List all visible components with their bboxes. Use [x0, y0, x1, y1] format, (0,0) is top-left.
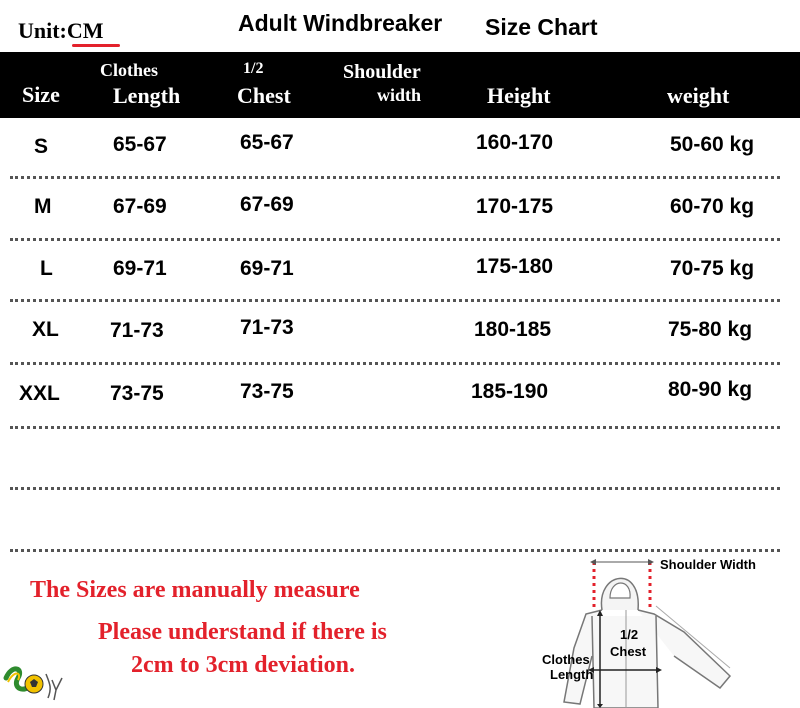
row-s-size: S: [34, 135, 49, 158]
title-part1: Adult Windbreaker: [238, 10, 443, 36]
title-part2: Size Chart: [485, 14, 598, 40]
unit-value: CM: [66, 18, 104, 43]
row-m-size: M: [34, 195, 52, 218]
row-divider: [10, 362, 780, 365]
row-xl-height: 180-185: [474, 318, 552, 341]
header-chest-bottom: Chest: [237, 83, 291, 108]
unit-underline: [72, 44, 120, 47]
row-xxl-length: 73-75: [110, 382, 164, 405]
diagram-shoulder-width: Shoulder Width: [660, 557, 756, 572]
table-header: [0, 52, 800, 118]
header-length-top: Clothes: [100, 60, 158, 80]
row-s-weight: 50-60 kg: [670, 133, 755, 156]
row-xxl-height: 185-190: [471, 380, 549, 403]
row-l-weight: 70-75 kg: [670, 257, 755, 280]
diagram-chest-top: 1/2: [620, 627, 639, 642]
diagram-length-top: Clothes: [542, 652, 590, 667]
header-shoulder-top: Shoulder: [343, 61, 421, 83]
row-m-length: 67-69: [113, 195, 167, 218]
row-xxl-chest: 73-75: [240, 380, 294, 403]
row-divider: [10, 176, 780, 179]
header-size: Size: [22, 82, 60, 107]
row-xxl-size: XXL: [19, 382, 60, 405]
note-line-1: The Sizes are manually measure: [30, 577, 360, 603]
row-l-size: L: [40, 257, 53, 280]
note-line-2: Please understand if there is: [98, 619, 387, 645]
row-xl-weight: 75-80 kg: [668, 318, 753, 341]
row-xl-chest: 71-73: [240, 316, 294, 339]
row-divider: [10, 487, 780, 490]
row-l-chest: 69-71: [240, 257, 294, 280]
row-s-chest: 65-67: [240, 131, 294, 154]
diagram-length-bottom: Length: [550, 667, 594, 682]
row-divider: [10, 299, 780, 302]
row-m-chest: 67-69: [240, 193, 294, 216]
header-weight: weight: [667, 83, 730, 108]
unit-prefix: Unit:: [18, 18, 67, 43]
row-divider: [10, 238, 780, 241]
row-divider: [10, 426, 780, 429]
jacket-measurement-diagram: [534, 552, 796, 708]
row-xl-size: XL: [32, 318, 59, 341]
soccer-ball-logo-icon: [2, 658, 74, 702]
row-s-height: 160-170: [476, 131, 554, 154]
header-length-bottom: Length: [113, 83, 181, 108]
row-xl-length: 71-73: [110, 319, 164, 342]
header-chest-top: 1/2: [243, 60, 264, 77]
header-height: Height: [487, 83, 551, 108]
note-line-3: 2cm to 3cm deviation.: [131, 652, 355, 678]
unit-label: [18, 18, 104, 44]
row-l-length: 69-71: [113, 257, 167, 280]
diagram-chest-bottom: Chest: [610, 644, 647, 659]
row-xxl-weight: 80-90 kg: [668, 378, 753, 401]
row-m-weight: 60-70 kg: [670, 195, 755, 218]
row-l-height: 175-180: [476, 255, 554, 278]
header-shoulder-bottom: width: [377, 85, 422, 105]
row-s-length: 65-67: [113, 133, 167, 156]
row-m-height: 170-175: [476, 195, 554, 218]
